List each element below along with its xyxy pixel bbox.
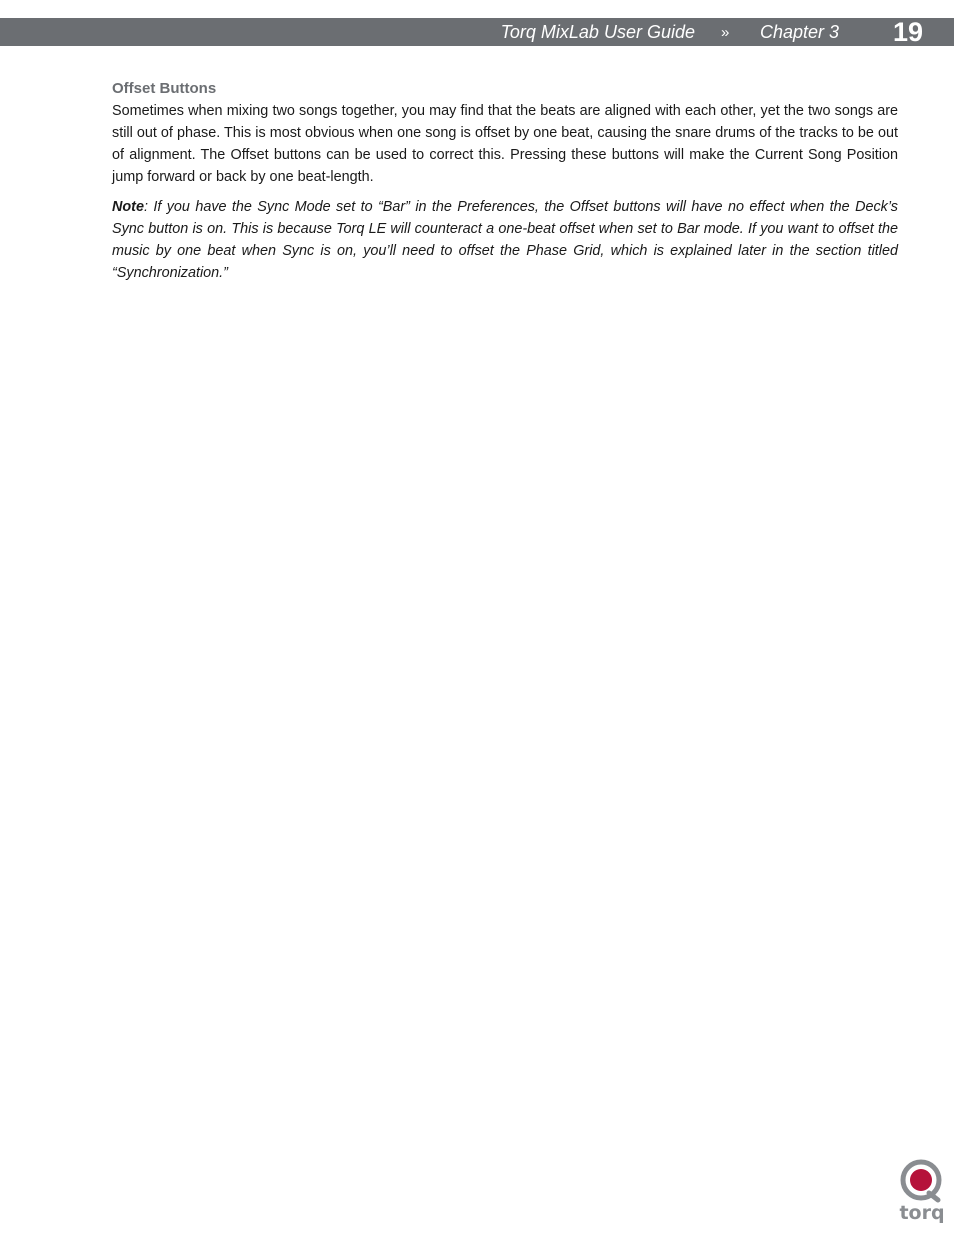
body-paragraph: Sometimes when mixing two songs together, you may find that the beats are aligned with each other, yet the two songs are still out of phase. This is most obvious when one song is offset by one beat, causing the snare drums of the tracks to be out of alignment. The Offset buttons can be used to correct this. Pressing these buttons will make the Current Song Position jump forward or back by one beat-length.	[112, 103, 898, 185]
logo-wordmark: torq	[899, 1202, 945, 1224]
torq-logo-icon	[896, 1158, 948, 1224]
chapter-label: Chapter 3	[760, 22, 840, 42]
page-content	[112, 79, 898, 284]
section-heading: Offset Buttons	[112, 80, 217, 97]
breadcrumb-separator: »	[721, 24, 730, 41]
note-label: Note	[112, 199, 144, 215]
note-paragraph	[112, 196, 898, 284]
note-text: : If you have the Sync Mode set to “Bar” in the Preferences, the Offset buttons will have no effect when the Deck’s Sync button is on. This is because Torq LE will counteract a one-beat offset when set to Bar mode. If you want to offset the music by one beat when Sync is on, you’ll need to offset the Phase Grid, which is explained later in the section titled “Synchronization.”	[112, 199, 898, 281]
guide-title: Torq MixLab User Guide	[500, 22, 695, 42]
page-number: 19	[893, 17, 924, 47]
